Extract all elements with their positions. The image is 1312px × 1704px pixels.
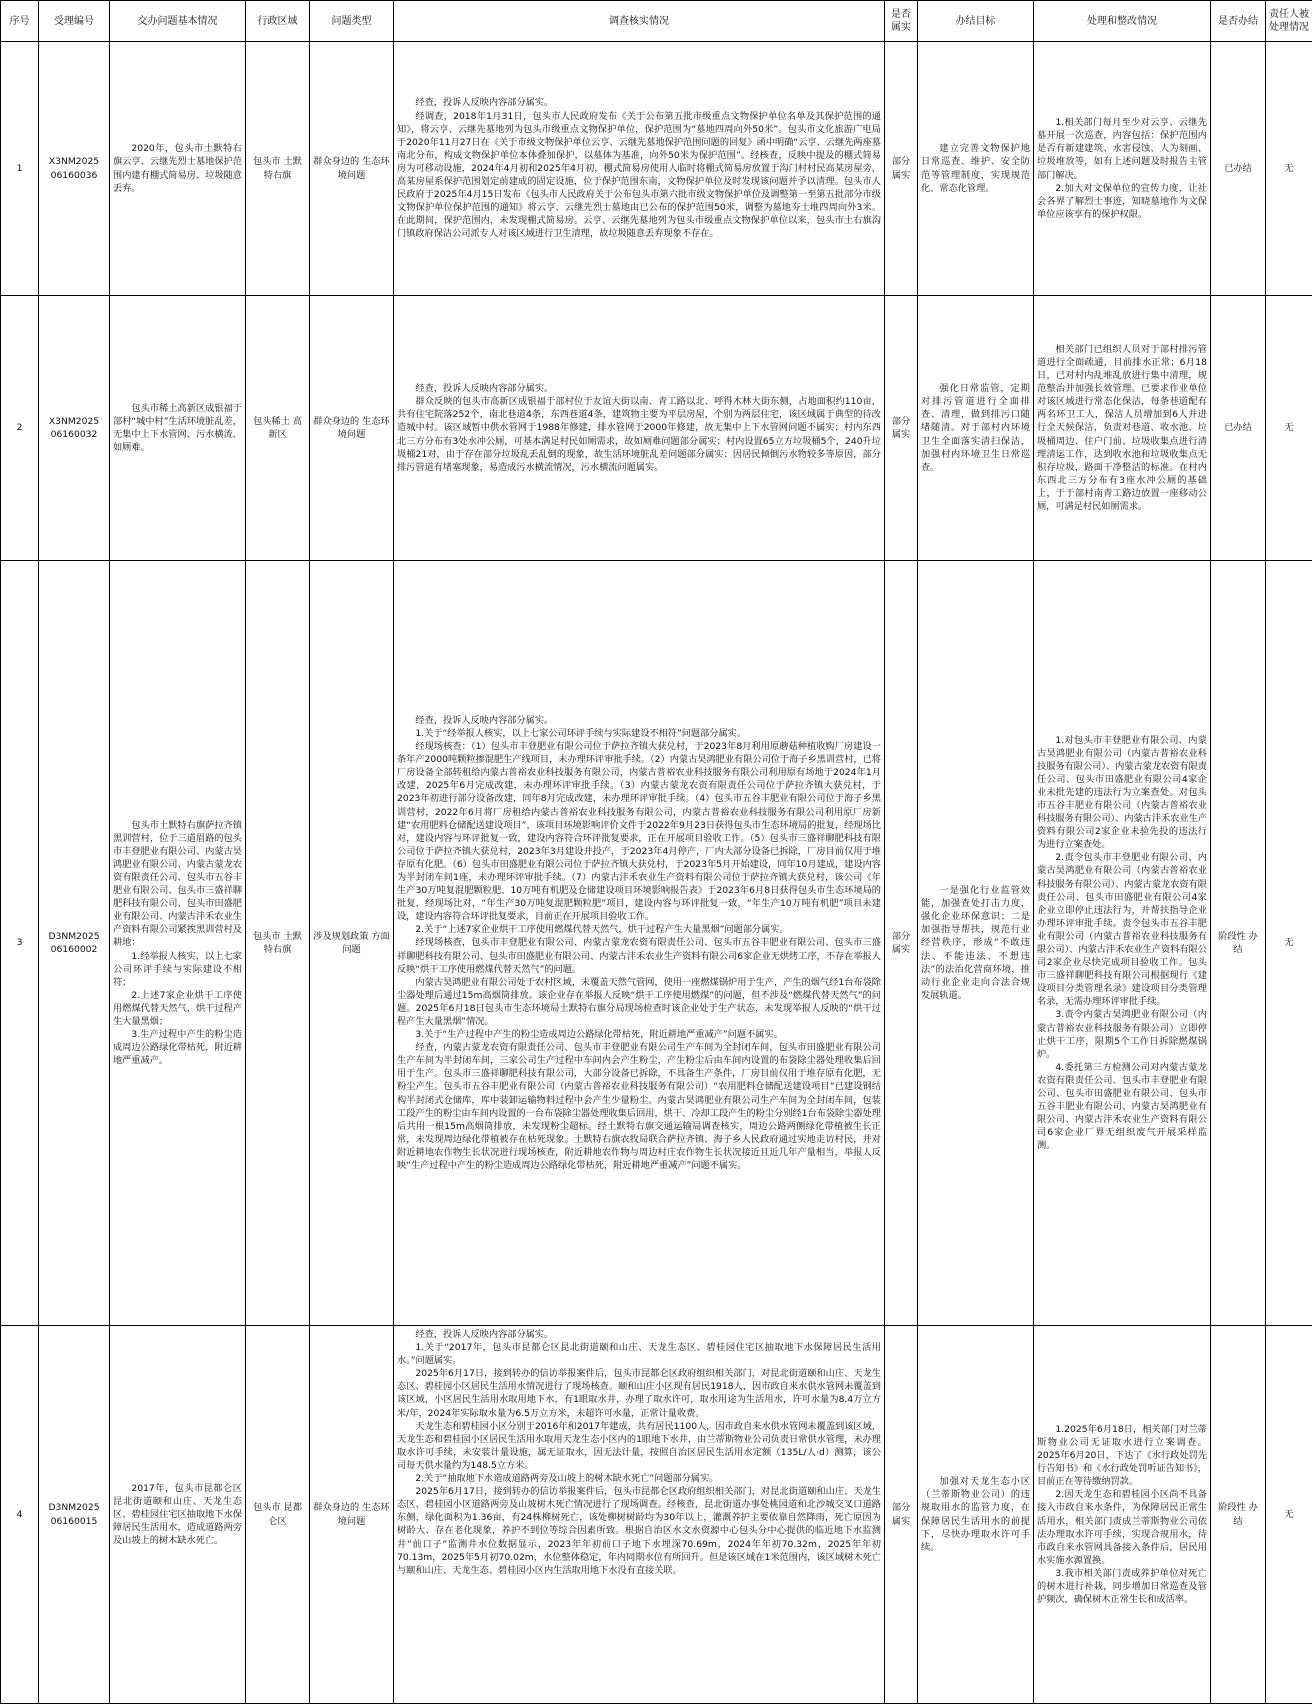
cell-verified: 部分 属实 [885, 1326, 918, 1704]
summary-para: 1.经举报人核实，以上七家公司环评手续与实际建设不相符； [113, 950, 242, 988]
investigation-para: 经现场核查：（1）包头市丰登肥业有限公司位于萨拉齐镇大获兑村，于2023年8月利用原蘑菇种植收购厂房建设一条年产2000吨颗粒掺混肥生产线项目，未办理环评审批手续。（2）内蒙古昊鸿肥业有限公司位于海子乡黑训营村，已将厂房设备全部转租给内蒙古普裕农业科技服务有限公司，内蒙古普裕农业科技服务有限公司利用原有场地于2024年1月改建，2025年6月完成改建，未办理环评审批手续。（3）内蒙古蒙龙农资有限责任公司位于萨拉齐镇大获兑村，于2023年初进行部分设备改建，同年8月完成改建，未办理环评审批手续。（4）包头市五谷丰肥业有限公司位于海子乡黑训营村，2022年6月将厂房租给内蒙古普裕农业科技服务有限公司，内蒙古普裕农业科技服务有限公司利用原厂房新建“农用肥料仓储配送建设项目”，该项目环境影响评价文件于2022年9月23日获得包头市生态环境局的批复，经现场比对，建设内容与环评批复一致，建设内容符合环评批复要求，正在开展项目验收工作。（5）包头市三盛祥聊肥科技有限公司位于萨拉齐镇大获兑村，2023年3月建设并投产，于2023年4月停产，厂内大部分设备已拆除，厂房目前仅用于堆存原有化肥。（6）包头市田盛肥业有限公司位于萨拉齐镇大获兑村，于2023年5月开始建设，同年10月建成，建设内容为半封闭车间1座，未办理环评审批手续。（7）内蒙古沣禾农业生产资料有限公司位于萨拉齐镇大获兑村，该公司《年生产30万吨复混肥颗粒肥、10万吨有机肥及仓储建设项目环境影响报告表》于2023年6月8日获得包头市生态环境局的批复，经现场比对，“年生产30万吨复混肥颗粒肥”项目，建设内容与环评批复一致，“年生产10万吨有机肥”项目未建设，建设内容符合环评批复要求，目前正在开展项目验收工作。 [397, 741, 881, 923]
cell-closed: 阶段性 办结 [1211, 1326, 1266, 1704]
summary-para: 3.生产过程中产生的粉尘造成周边公路绿化带枯死，附近耕地严重减产。 [113, 1029, 242, 1067]
col-closed: 是否办结 [1211, 1, 1266, 42]
col-seq: 序号 [1, 1, 39, 42]
cell-region: 包头稀土 高新区 [246, 296, 310, 561]
cell-summary [110, 296, 246, 561]
action-para: 2.责令包头市丰登肥业有限公司、内蒙古昊鸿肥业有限公司（内蒙古普裕农业科技服务有限公司）、内蒙古蒙龙农资有限责任公司、包头市田盛肥业有限公司4家企业立即停止违法行为，并帮扶指导企业办理环评审批手续。责令包头市五谷丰肥业有限公司（内蒙古普裕农业科技服务有限公司）、内蒙古沣禾农业生产资料有限公司2家企业尽快完成项目验收工作。包头市三盛祥聊肥科技有限公司根据现行《建设项目分类管理名录》建设项目分类管理名录，无需办理环评审批手续。 [1037, 852, 1207, 1008]
summary-text: 2020年，包头市土默特右旗云亨、云继先烈士墓地保护范围内建有棚式简易房、垃圾随意丢弃。 [113, 143, 242, 194]
table-row [1, 42, 1312, 296]
cell-type: 群众身边的 生态环境问题 [310, 1326, 394, 1704]
cell-seq: 3 [1, 561, 39, 1326]
investigation-para: 1.关于“经举报人核实，以上七家公司环评手续与实际建设不相符”问题部分属实。 [415, 727, 747, 739]
cell-responsible: 无 [1266, 42, 1312, 296]
summary-text: 包头市稀土高新区成银福于部村“城中村”生活环境脏乱差，无集中上下水管网、污水横流、如厕难。 [113, 402, 242, 454]
investigation-para: 经现场核查，包头市丰登肥业有限公司、内蒙古蒙龙农资有限责任公司、包头市五谷丰肥业有限公司、包头市三盛祥聊肥科技有限公司、包头市田盛肥业有限公司、内蒙古沣禾农业生产资料有限公司6家企业无烘烤工序，不存在举报人反映“烘干工序使用燃煤代替天然气”的问题。 [397, 937, 881, 975]
investigation-para: 2.关于“上述7家企业烘干工序使用燃煤代替天然气，烘干过程产生大量黑烟”问题部分属实。 [415, 924, 789, 936]
cell-actions [1034, 42, 1211, 296]
investigation-para: 经查，投诉人反映内容部分属实。 [415, 714, 554, 726]
cell-id: D3NM2025 06160002 [39, 561, 110, 1326]
col-region: 行政区域 [246, 1, 310, 42]
cell-verified: 部分 属实 [885, 296, 918, 561]
cell-seq: 4 [1, 1326, 39, 1704]
action-para: 2.因天龙生态和碧桂园小区尚不具备接入市政自来水条件，为保障居民正常生活用水，相关部门责成兰蒂斯物业公司依法办理取水许可手续，实现合规用水，待市政自来水管网具备接入条件后，居民用水实施水源置换。 [1037, 1489, 1207, 1566]
table-row [1, 561, 1312, 1326]
cell-type: 群众身边的 生态环境问题 [310, 296, 394, 561]
cell-region: 包头市 土默特右旗 [246, 561, 310, 1326]
cell-investigation [394, 1326, 885, 1704]
investigation-para: 经查，投诉人反映内容部分属实。 [415, 383, 554, 395]
cell-closed: 已办结 [1211, 296, 1266, 561]
cell-goal [918, 561, 1034, 1326]
cell-actions [1034, 561, 1211, 1326]
cell-seq: 2 [1, 296, 39, 561]
cell-verified: 部分 属实 [885, 42, 918, 296]
col-summary: 交办问题基本情况 [110, 1, 246, 42]
action-para: 3.责令内蒙古昊鸿肥业有限公司（内蒙古普裕农业科技服务有限公司）立即停止烘干工序，限期5个工作日拆除燃煤锅炉。 [1037, 1009, 1207, 1060]
cell-investigation [394, 42, 885, 296]
investigation-para: 天龙生态和碧桂园小区分别于2016年和2017年建成，共有居民1100人，因市政自来水供水管网未覆盖到该区域，天龙生态和碧桂园小区居民生活用水取用天龙生态小区内的1眼地下水井，由兰蒂斯物业公司负责日常供水管理，未办理取水许可手续，未安装计量设施，属无证取水，因无法计量，按照自治区居民生活用水定额（135L/人·d）测算，该公司每天供水量约为148.5立方米。 [397, 1420, 881, 1471]
cell-responsible: 无 [1266, 561, 1312, 1326]
cell-responsible: 无 [1266, 1326, 1312, 1704]
action-para: 1.2025年6月18日，相关部门对兰蒂斯物业公司无证取水进行立案调查。2025年6月20日，下达了《水行政处罚先行告知书》和《水行政处罚听证告知书》，目前正在等待缴纳罚款。 [1037, 1423, 1207, 1488]
cell-responsible: 无 [1266, 296, 1312, 561]
investigation-para: 3.关于“生产过程中产生的粉尘造成周边公路绿化带枯死，附近耕地严重减产”问题不属实。 [415, 1029, 783, 1041]
cell-id: D3NM2025 06160015 [39, 1326, 110, 1704]
cell-summary [110, 42, 246, 296]
action-para: 1.相关部门每月至少对云亨、云继先墓开展一次巡查，内容包括：保护范围内是否有新建建筑、水害侵蚀、人为刻画、垃圾堆放等，如有上述问题及时报告主管部门解决。 [1037, 117, 1207, 181]
col-investigation: 调查核实情况 [394, 1, 885, 42]
col-id: 受理编号 [39, 1, 110, 42]
investigation-para: 群众反映的包头市高新区成银福于部村位于友谊大街以南、青工路以北、呼得木林大街东侧，占地面积约110亩，共有住宅院落252个，南北巷道4条，东西巷道4条，建筑物主要为平层房屋，个别为两层住宅，该区域属于典型的待改造城中村。该区域暂中供水管网于1988年修建，排水管网于2000年修建，故无集中上下水管网问题不属实；村内东西北三方分布有3处水冲公厕，可基本满足村民如厕需求，故如厕难问题部分属实；村内设置65立方垃圾桶5个，240升垃圾桶21对，由于存在部分垃圾乱丢乱倒的现象，故生活环境脏乱差问题部分属实；因居民倾倒污水物较多等原因，部分排污管道有堵塞现象，易造成污水横流情况，污水横流问题属实。 [397, 396, 881, 473]
summary-para: 2.上述7家企业烘干工序使用燃煤代替天然气，烘干过程产生大量黑烟； [113, 989, 242, 1028]
col-responsible: 责任人被处理情况 [1266, 1, 1312, 42]
cell-summary [110, 561, 246, 1326]
cell-seq: 1 [1, 42, 39, 296]
investigation-para: 2.关于“抽取地下水造成道路两旁及山坡上的树木缺水死亡”问题部分属实。 [415, 1473, 719, 1485]
col-type: 问题类型 [310, 1, 394, 42]
goal-text: 一是强化行业监管效能，加强查处打击力度，强化企业环保意识；二是加强指导帮扶，规范行业经营秩序，形成“不敢违法、不能违法、不想违法”的法治化营商环境，推动行业企业走向合法合规发展轨道。 [921, 885, 1030, 1001]
cell-investigation [394, 561, 885, 1326]
investigation-para: 内蒙古昊鸿肥业有限公司处于农村区域，未覆盖天然气管网，使用一座燃煤锅炉用于生产，产生的烟气经1台布袋除尘器处理后通过15m高烟筒排放。该企业存在举报人反映“烘干工序使用燃煤”的问题，但不涉及“燃煤代替天然气”的问题。2025年6月18日包头市生态环境局土默特右旗分局现场检查时该企业处于生产状态，未发现举报人反映的“烘干过程产生大量黑烟”情况。 [397, 976, 881, 1028]
col-actions: 处理和整改情况 [1034, 1, 1211, 42]
goal-text: 强化日常监管，定期对排污管道进行全面排查、清理，做到排污口随堵随清。对于部村内环境卫生全面落实清扫保洁，加强村内环境卫生日常巡查。 [921, 383, 1030, 473]
action-para: 相关部门已组织人员对于部村排污管道进行全面疏通，目前排水正常；6月18日，已对村内乱堆乱放进行集中清理，规范整治并加强长效管理。已要求作业单位对该区域进行常态化保洁，每条巷道配有两名环卫工人，保洁人员增加到6人并进行全天候保洁，负责对巷道、收水池、垃圾桶周边、住户门前、垃圾收集点进行清理清运工作，达到收水池和垃圾收集点无积存垃圾，路面干净整洁的标准。在村内东西北三方分布有3座水冲公厕的基础上，于于部村南青工路边放置一座移动公厕，可满足村民如厕需求。 [1037, 343, 1207, 513]
action-para: 1.对包头市丰登肥业有限公司、内蒙古昊鸿肥业有限公司（内蒙古普裕农业科技服务有限公司）、内蒙古蒙龙农资有限责任公司、包头市田盛肥业有限公司4家企业未批先建的违法行为立案查处。对包头市五谷丰肥业有限公司（内蒙古普裕农业科技服务有限公司）、内蒙古沣禾农业生产资料有限公司2家企业未验先投的违法行为进行立案查处。 [1037, 734, 1207, 851]
cell-type: 涉及规划政策 方面问题 [310, 561, 394, 1326]
investigation-para: 经查，投诉人反映内容部分属实。 [415, 97, 554, 109]
col-goal: 办结目标 [918, 1, 1034, 42]
table-row [1, 1326, 1312, 1704]
cell-summary [110, 1326, 246, 1704]
cell-region: 包头市 昆都仑区 [246, 1326, 310, 1704]
investigation-para: 1.关于“2017年，包头市昆都仑区昆北街道颐和山庄、天龙生态区、碧桂园住宅区抽取地下水保障居民生活用水。”问题属实。 [397, 1342, 881, 1367]
header-row [1, 1, 1312, 42]
cell-investigation [394, 296, 885, 561]
cell-goal [918, 296, 1034, 561]
col-verified: 是否属实 [885, 1, 918, 42]
summary-text: 2017年，包头市昆都仑区昆北街道颐和山庄、天龙生态区、碧桂园住宅区抽取地下水保障居民生活用水，造成道路两旁及山坡上的树木缺水死亡。 [113, 1482, 242, 1547]
cell-verified: 部分 属实 [885, 561, 918, 1326]
investigation-para: 2025年6月17日，接到转办的信访举报案件后，包头市昆都仑区政府组织相关部门，对昆北街道颐和山庄、天龙生态区、碧桂园小区居民生活用水情况进行了现场核查。颐和山庄小区现有居民1918人，因市政自来水供水管网未覆盖到该区域，小区居民生活用水取用地下水，有1眼取水井，办理了取水许可，取水用途为生活用水，许可水量为8.4万立方米/年，2024年实际取水量为6.5万立方米，未超许可水量，正常计量收费。 [397, 1368, 881, 1419]
cell-actions [1034, 296, 1211, 561]
action-para: 3.我市相关部门责成养护单位对死亡的树木进行补栽，同步增加日常巡查及管护频次，确保树木正常生长和成活率。 [1037, 1567, 1207, 1606]
table-row [1, 296, 1312, 561]
cell-goal [918, 42, 1034, 296]
cell-id: X3NM2025 06160032 [39, 296, 110, 561]
investigation-para: 经查，内蒙古蒙龙农资有限责任公司、包头市丰登肥业有限公司生产车间为全封闭车间，包头市田盛肥业有限公司生产车间为半封闭车间，三家公司生产过程中车间内会产生粉尘，产生粉尘后由车间内设置的布袋除尘器处理收集后回用于生产。包头市三盛祥聊肥科技有限公司，大部分设备已拆除，不具备生产条件，厂房目前仅用于堆存原有化肥，无粉尘产生。包头市五谷丰肥业有限公司（内蒙古普裕农业科技服务有限公司）“农用肥料仓储配送建设项目”已建设钢结构半封闭式仓储库，库中装卸运输物料过程中会产生少量粉尘。内蒙古昊鸿肥业有限公司生产车间为全封闭车间，包装工段产生的粉尘由车间内设置的一台布袋除尘器处理收集后回用，烘干、冷却工段产生的粉尘分别经1台布袋除尘器处理后共用一根15m高烟筒排放，未发现粉尘超标。经土默特右旗交通运输局调查核实，周边公路两侧绿化带植被生长正常，未发现周边绿化带植被存在枯死现象。土默特右旗农牧局联合萨拉齐镇、海子乡人民政府通过实地走访村民，并对附近耕地农作物生长状况进行现场核查，附近耕地农作物与周边村庄农作物生长状况接近且近几年产量相当，举报人反映“生产过程中产生的粉尘造成周边公路绿化带枯死，附近耕地严重减产”问题不属实。 [397, 1042, 881, 1172]
investigation-para: 经查，投诉人反映内容部分属实。 [415, 1329, 554, 1340]
action-para: 4.委托第三方检测公司对内蒙古蒙龙农资有限责任公司、包头市丰登肥业有限公司、包头市田盛肥业有限公司、包头市五谷丰肥业有限公司、内蒙古昊鸿肥业有限公司、内蒙古沣禾农业生产资料有限公司6家企业厂界无组织废气开展采样监测。 [1037, 1061, 1207, 1152]
cell-id: X3NM2025 06160036 [39, 42, 110, 296]
cell-region: 包头市 土默特右旗 [246, 42, 310, 296]
goal-text: 加强对天龙生态小区（兰蒂斯物业公司）的违规取用水的监管力度，在保障居民生活用水的前提下，尽快办理取水许可手续。 [921, 1476, 1030, 1553]
investigation-para: 2025年6月17日，接到转办的信访举报案件后，包头市昆都仑区政府组织相关部门，对昆北街道颐和山庄、天龙生态区、碧桂园小区道路两旁及山坡树木死亡情况进行了现场调查。经核查，昆北街道办事处桃园道和北沙城交叉口道路东侧，绿化面积为1.36亩，有24株柳树死亡，该处柳树树龄均为30年以上，灌溉养护主要依靠自然降雨，死亡原因为树龄大、存在老化现象，养护不到位等综合因素所致。根据自治区水文水资源中心包头分中心提供的临近地下水监测井“前口子”监测井水位数据显示，2023年年初前口子地下水埋深70.69m，2024年年初70.32m，2025年年初70.13m，2025年5月初70.02m，水位整体稳定，年内同期水位有所回升。但是该区域在1米范围内，该区域树木死亡与颐和山庄、天龙生态、碧桂园小区内生活取用地下水没有直接关联。 [397, 1486, 881, 1576]
summary-para: 包头市土默特右旗萨拉齐镇黑训营村，位于三道眉路的包头市丰登肥业有限公司、内蒙古昊鸿肥业有限公司、内蒙古蒙龙农资有限责任公司、包头市五谷丰肥业有限公司、包头市三盛祥聊肥科技有限公司、包头市田盛肥业有限公司、内蒙古沣禾农业生产资料有限公司紧挨黑训营村及耕地： [113, 819, 242, 949]
action-para: 2.加大对文保单位的宣传力度，让社会各界了解烈士事迹，知晓墓地作为文保单位应该享有的保护权限。 [1037, 182, 1207, 220]
goal-text: 建立完善文物保护地日常巡查、维护、安全防范等管理制度，实现规范化、常态化管理。 [921, 143, 1030, 194]
cell-goal [918, 1326, 1034, 1704]
cell-type: 群众身边的 生态环境问题 [310, 42, 394, 296]
cell-actions [1034, 1326, 1211, 1704]
cell-closed: 已办结 [1211, 42, 1266, 296]
investigation-para: 经调查，2018年1月31日，包头市人民政府发布《关于公布第五批市级重点文物保护单位名单及其保护范围的通知》，将云亨、云继先墓地列为包头市级重点文物保护单位，保护范围为“墓地四周向外50米”。包头市文化旅游广电局于2020年11月27日在《关于市级文物保护单位云亨、云继先墓地保护范围问题的回复》函中明确“云亨、云继先两座墓南北分布，构成文物保护单位本体叠加保护，以墓体为基准，向外50米为保护范围”。经核查，反映中提及的棚式简易房为可移动设施，2024年4月初和2025年4月初，棚式简易房使用人临时将棚式简易房放置于沟门村村民高某房屋旁，高某房屋系保护范围划定前建成的固定设施，位于保护范围东南，文物保护单位及时发现该问题并予以清理。包头市人民政府于2025年4月15日发布《包头市人民政府关于公布包头市第六批市级文物保护单位及调整第一至第五批部分市级文物保护单位保护范围的通知》将云亨、云继先烈士墓地由已公布的保护范围50米，调整为墓地夯土堆四周向外3米。在此期间，保护范围内，未发现棚式简易房。云亨、云继先墓地列为包头市级重点文物保护单位以来，包头市土右旗沟门镇政府保洁公司派专人对该区域进行卫生清理，故垃圾随意丢弃现象不存在。 [397, 110, 881, 240]
cell-closed: 阶段性 办结 [1211, 561, 1266, 1326]
